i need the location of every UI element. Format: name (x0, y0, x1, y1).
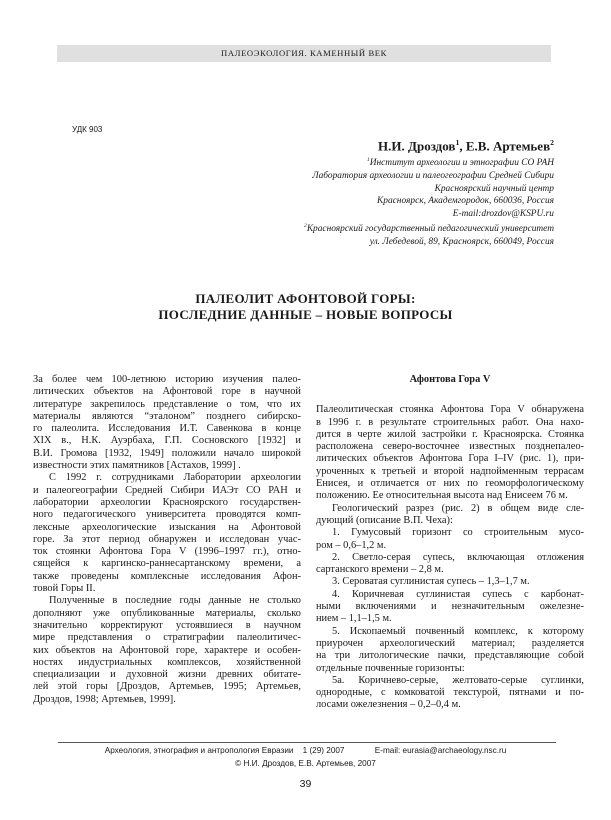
text-line: материалы являются “эталоном” позднего сибирско- (33, 410, 301, 422)
text-line: 4. Коричневая суглинистая супесь с карбонат- (332, 588, 584, 600)
footer-rule (58, 742, 556, 743)
text-line: Полученные в последние годы данные не столько (49, 595, 301, 607)
text-line: ностях индустриальных комплексов, хозяйственной (33, 656, 301, 668)
text-line: дующий (описание В.П. Чеха): (316, 514, 453, 526)
journal-issue: 1 (29) 2007 (302, 746, 345, 755)
article-title (0, 291, 611, 323)
affiliation-text: ул. Лебедевой, 89, Красноярск, 660049, Россия (369, 237, 554, 248)
text-line: сящейся к каргинско-раннесартанскому времени, а (33, 558, 301, 570)
text-line: ного педагогического университета проводятся комп- (33, 509, 301, 521)
text-line: горе. За этот период обнаружен и исследован учас- (33, 533, 301, 545)
page-number: 39 (299, 778, 312, 790)
text-line: в 1996 г. в результате строительных работ. Она нахо- (316, 416, 584, 428)
text-line: лексные археологические изыскания на Афонтовой (33, 521, 301, 533)
affiliations (304, 154, 554, 248)
text-line: Дроздов, 1998; Артемьев, 1999]. (33, 693, 176, 705)
left-column (33, 374, 301, 706)
paragraph (316, 675, 584, 712)
paragraph (316, 589, 584, 626)
paragraph (33, 472, 301, 595)
affiliation-line (304, 236, 554, 249)
paragraph (316, 576, 584, 588)
right-column (316, 374, 584, 712)
paragraph (316, 404, 584, 502)
text-line: 5а. Коричнево-серые, желтовато-серые суглинки, (332, 674, 584, 686)
text-line: известности этих памятников [Астахов, 1999] . (33, 460, 241, 472)
text-line: расположена северо-восточнее известных позднепалео- (316, 441, 584, 453)
udk-code: УДК 903 (72, 125, 103, 134)
section-header: ПАЛЕОЭКОЛОГИЯ. КАМЕННЫЙ ВЕК (57, 45, 551, 62)
text-line: однородные, с комковатой текстурой, пятнами и по- (316, 687, 584, 699)
text-line: ток стоянки Афонтова Гора V (1996–1997 гг.), отно- (33, 546, 301, 558)
text-line: 1. Гумусовый горизонт со строительным мусо- (332, 527, 584, 539)
text-line: го палеолита. Исследования И.Т. Савенкова в конце (33, 423, 301, 435)
affiliation-line (304, 195, 554, 208)
affiliation-text: Красноярск, Академгородок, 660036, Россия (377, 196, 554, 207)
author-2-sup: 2 (550, 138, 554, 147)
text-line: положению. Ее относительная высота над Енисеем 76 м. (316, 490, 568, 502)
text-line: литических объектов Афонтова Гора I–IV (рис. 1), при- (316, 453, 584, 465)
affiliation-text: E-mail:drozdov@KSPU.ru (452, 208, 554, 219)
text-line: В.И. Громова [1932, 1949] положили начало широкой (33, 447, 301, 459)
text-line: 5. Ископаемый почвенный комплекс, к которому (332, 625, 584, 637)
footer-journal-line (0, 746, 611, 756)
journal-name: Археология, этнография и антропология Евразии (104, 746, 294, 755)
author-1-sup: 1 (455, 138, 460, 147)
text-line: литических объектов на Афонтовой горе в научной (33, 386, 301, 398)
text-line: на три литологические пачки, представляющие собой (316, 650, 584, 662)
journal-email[interactable]: E-mail: eurasia@archaeology.nsc.ru (374, 746, 507, 755)
author-block (304, 135, 554, 249)
footer-copyright: © Н.И. Дроздов, Е.В. Артемьев, 2007 (235, 759, 376, 768)
affiliation-sup: 1 (366, 157, 370, 164)
paragraph (316, 527, 584, 552)
affiliation-text: Красноярский государственный педагогический университет (306, 224, 554, 235)
paragraph (316, 503, 584, 528)
section-heading: Афонтова Гора V (409, 374, 491, 385)
paragraph (316, 626, 584, 675)
affiliation-sup: 2 (304, 223, 307, 230)
text-line: отдельные почвенные горизонты: (316, 662, 465, 674)
text-line: Палеолитическая стоянка Афонтова Гора V обнаружена (316, 404, 584, 416)
text-line: лосами ожелезнения – 0,2–0,4 м. (316, 699, 461, 711)
paragraph (33, 595, 301, 706)
text-line: 2. Светло-серая супесь, включающая отложения (332, 551, 584, 563)
text-line: специализации и духовной жизни древних обитате- (33, 669, 301, 681)
text-line: Геологический разрез (рис. 2) в общем виде сле- (332, 502, 584, 514)
affiliation-line (304, 154, 554, 170)
text-line: товой Горы II. (33, 583, 96, 595)
text-line: ром – 0,6–1,2 м. (316, 539, 387, 551)
affiliation-line (304, 170, 554, 183)
text-line: Енисея, и отличается от них по геоморфологическому (316, 478, 584, 490)
text-line: литературе закрепилось представление о том, что их (33, 398, 301, 410)
title-line-1: ПАЛЕОЛИТ АФОНТОВОЙ ГОРЫ: (195, 291, 416, 306)
author-names: Н.И. Дроздов$^1$, Е.В. Артемьев$^2$ (378, 138, 554, 154)
affiliation-text: Лаборатория археологии и палеогеографии Средней Сибири (312, 171, 554, 182)
text-line: сартанского времени – 2,8 м. (316, 564, 444, 576)
text-line: и палеогеографии Средней Сибири ИАЭт СО РАН и (33, 484, 301, 496)
text-line: лей этой горы [Дроздов, Артемьев, 1995; Артемьев, (33, 681, 301, 693)
text-line: дополняют уже опубликованные материалы, сколько (33, 607, 301, 619)
author-2: Е.В. Артемьев (465, 138, 551, 154)
text-line: нием – 1,1–1,5 м. (316, 613, 392, 625)
title-line-2: ПОСЛЕДНИЕ ДАННЫЕ – НОВЫЕ ВОПРОСЫ (158, 307, 453, 322)
text-line: За более чем 100-летнюю историю изучения палео- (33, 374, 301, 385)
text-line: приурочен археологический материал; разделяется (316, 637, 584, 649)
text-line: ными включениями и незначительным ожелезне- (316, 601, 584, 613)
affiliation-text: Институт археологии и этнографии СО РАН (369, 158, 554, 169)
text-line: 3. Сероватая суглинистая супесь – 1,3–1,7 м. (332, 576, 530, 588)
text-line: С 1992 г. сотрудниками Лаборатории археологии (49, 472, 301, 484)
paragraph (316, 552, 584, 577)
affiliation-line (304, 208, 554, 221)
text-line: также проведены комплексные исследования Афон- (33, 570, 301, 582)
text-line: лаборатории археологии Красноярского государствен- (33, 496, 301, 508)
text-line: XIX в., Н.К. Ауэрбаха, Г.П. Сосновского [1932] и (33, 435, 301, 447)
paragraph (33, 374, 301, 472)
text-line: дится в черте жилой застройки г. Красноярска. Стоянка (316, 428, 584, 440)
text-line: ких объектов на Афонтовой горе, характере и особен- (33, 644, 301, 656)
affiliation-line (304, 220, 554, 236)
text-line: значительно корректируют устоявшиеся в научном (33, 619, 301, 631)
affiliation-text: Красноярский научный центр (434, 183, 554, 194)
text-line: мире представления о стратиграфии палеолитичес- (33, 632, 301, 644)
affiliation-line (304, 183, 554, 196)
text-line: уроченных к третьей и второй надпойменным террасам (316, 465, 584, 477)
author-1: Н.И. Дроздов (378, 138, 456, 154)
